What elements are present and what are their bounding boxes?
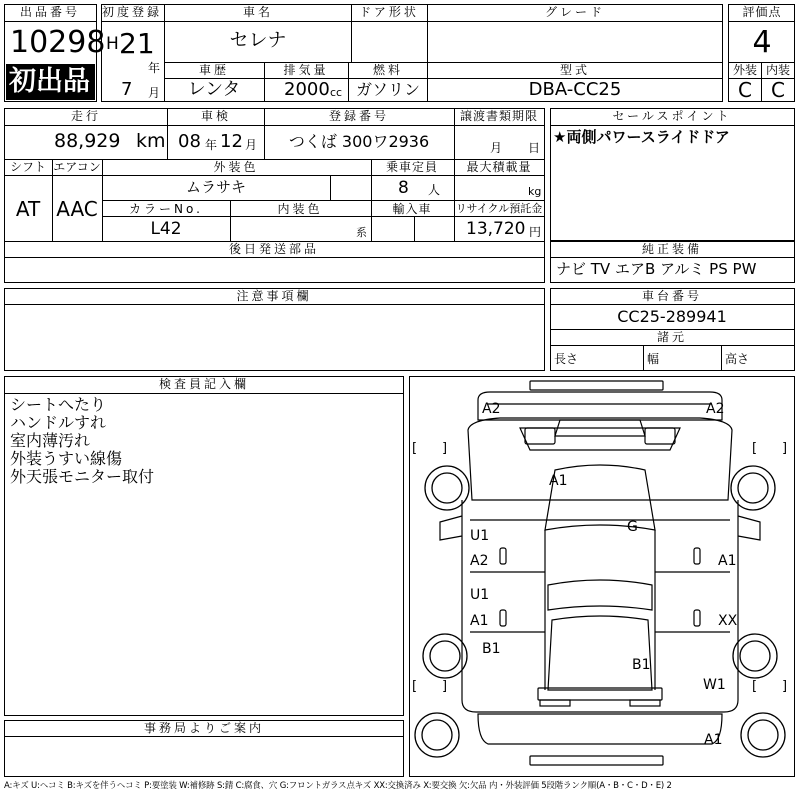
remark-line: 外装うすい線傷	[10, 449, 123, 468]
car-name-label: 車名	[242, 5, 274, 19]
max-load-label: 最大積載量	[466, 160, 532, 174]
divider	[4, 125, 545, 126]
divider	[427, 4, 428, 62]
dims-label: 諸元	[656, 330, 688, 344]
exterior-grade: C	[738, 78, 752, 102]
import-label: 輸入車	[392, 202, 432, 216]
damage-left-rear-door-1: U1	[470, 587, 490, 603]
divider	[4, 736, 404, 737]
fuel-label: 燃料	[372, 63, 404, 77]
wheels	[415, 466, 788, 757]
displacement-label: 排気量	[283, 63, 329, 77]
era: H	[106, 34, 119, 54]
model: DBA-CC25	[528, 79, 622, 100]
inspector-label: 検査員記入欄	[158, 377, 250, 391]
later-parts-label: 後日発送部品	[228, 242, 320, 256]
equipment-label: 純正装備	[641, 242, 703, 256]
first-listing-label: 初出品	[9, 66, 90, 97]
damage-right-rear-door: XX	[718, 613, 738, 629]
remark-line: シートへたり	[10, 395, 107, 414]
divider	[721, 345, 722, 371]
selling-points-text: ★両側パワースライドドア	[553, 128, 730, 146]
ext-color: ムラサキ	[185, 178, 247, 196]
divider	[427, 62, 428, 102]
divider	[230, 200, 231, 241]
car-outline	[440, 381, 760, 765]
divider	[4, 21, 97, 22]
score: 4	[752, 25, 772, 60]
transfer-label: 譲渡書類期限	[459, 109, 539, 123]
int-color-label: 内装色	[277, 202, 323, 216]
ext-color-label: 外装色	[213, 160, 259, 174]
remark-line: 室内薄汚れ	[10, 431, 91, 450]
remark-line: 外天張モニター取付	[10, 467, 155, 486]
damage-front-left: A2	[482, 401, 501, 417]
recycle-unit: 円	[529, 225, 542, 239]
divider	[643, 345, 644, 371]
capacity-label: 乗車定員	[385, 160, 439, 174]
capacity-unit: 人	[428, 183, 441, 197]
damage-right-front-door: A1	[718, 553, 737, 569]
displacement: 2000	[284, 79, 330, 100]
divider	[264, 108, 265, 159]
office-label: 事務局よりご案内	[143, 721, 265, 735]
fuel: ガソリン	[355, 80, 421, 99]
recycle: 13,720	[466, 219, 526, 239]
year: 21	[119, 27, 155, 60]
divider	[264, 62, 265, 102]
displacement-unit: cc	[330, 86, 343, 99]
score-label: 評価点	[742, 5, 782, 19]
interior-grade: C	[771, 78, 785, 102]
history: レンタ	[187, 79, 241, 100]
height-label: 高さ	[725, 352, 750, 366]
divider	[4, 257, 545, 258]
car-damage-diagram	[409, 376, 795, 777]
inspection-year-unit: 年	[205, 138, 218, 152]
divider	[164, 78, 723, 79]
damage-windshield: G	[627, 519, 638, 535]
door-label: ドア形状	[359, 5, 419, 19]
color-no-label: カラーNo.	[129, 202, 203, 216]
divider	[330, 175, 331, 200]
color-no: L42	[150, 219, 182, 239]
transfer-day-unit: 日	[528, 141, 541, 155]
divider	[761, 62, 762, 102]
divider	[454, 108, 455, 241]
mileage-label: 走行	[70, 109, 102, 123]
bracket: [	[412, 441, 418, 456]
bracket: ]	[442, 679, 448, 694]
capacity: 8	[398, 178, 409, 198]
divider	[550, 125, 795, 126]
damage-front-right: A2	[706, 401, 725, 417]
length-label: 長さ	[554, 352, 579, 366]
exterior-grade-label: 外装	[732, 63, 758, 77]
damage-left-quarter: B1	[482, 641, 501, 657]
divider	[550, 345, 795, 346]
damage-left-front-door-1: U1	[470, 528, 490, 544]
first-reg-label: 初度登録	[101, 5, 163, 19]
plate-label: 登録番号	[328, 109, 390, 123]
int-color-unit: 系	[356, 226, 367, 239]
bracket: ]	[782, 679, 788, 694]
aircon: AAC	[56, 197, 98, 221]
damage-hood: A1	[549, 473, 568, 489]
aircon-label: エアコン	[53, 160, 101, 174]
divider	[4, 304, 545, 305]
divider	[164, 62, 723, 63]
divider	[102, 159, 103, 241]
inspection-year: 08	[178, 131, 201, 152]
interior-grade-label: 内装	[765, 63, 791, 77]
damage-left-front-door-2: A2	[470, 553, 489, 569]
lot-label: 出品番号	[19, 5, 81, 19]
divider	[550, 257, 795, 258]
divider	[4, 393, 404, 394]
damage-roof-rear: B1	[632, 657, 651, 673]
divider	[371, 159, 372, 241]
legend: A:キズ U:ヘコミ B:キズを伴うヘコミ P:要塗装 W:補修跡 S:錆 C:腐食、穴 G:フロントガラス点キズ XX:交換済み X:要交換 欠:欠品 内・外装評価 5段階ランク順(A・B・C・D・E) 2	[4, 781, 672, 791]
year-unit: 年	[148, 61, 161, 75]
month-unit: 月	[148, 86, 161, 100]
lot-number: 10298	[10, 25, 106, 60]
mileage: 88,929	[54, 130, 121, 152]
divider	[102, 216, 545, 217]
bracket: [	[752, 441, 758, 456]
history-label: 車歴	[198, 63, 230, 77]
divider	[550, 304, 795, 305]
divider	[351, 4, 352, 62]
divider	[101, 21, 723, 22]
divider	[348, 62, 349, 102]
divider	[414, 216, 415, 241]
plate: つくば 300ワ2936	[288, 132, 430, 151]
inspection-label: 車検	[200, 109, 232, 123]
selling-points-label: セールスポイント	[612, 109, 732, 123]
damage-rear-right: W1	[703, 677, 726, 693]
car-name: セレナ	[229, 29, 287, 51]
bracket: ]	[442, 441, 448, 456]
damage-rear-bumper: A1	[704, 732, 723, 748]
divider	[102, 200, 545, 201]
bracket: [	[752, 679, 758, 694]
chassis-number: CC25-289941	[617, 307, 727, 326]
mileage-unit: km	[136, 130, 166, 152]
divider	[167, 108, 168, 159]
month: 7	[121, 79, 133, 100]
bracket: ]	[782, 441, 788, 456]
grade-label: グレード	[544, 5, 606, 19]
notes-label: 注意事項欄	[236, 289, 312, 303]
max-load-unit: kg	[528, 185, 542, 198]
bracket: [	[412, 679, 418, 694]
inspector-remarks	[10, 396, 154, 486]
inspection-month-unit: 月	[245, 138, 258, 152]
chassis-label: 車台番号	[641, 289, 703, 303]
divider	[164, 4, 165, 102]
model-label: 型式	[559, 63, 591, 77]
equipment-text: ナビ TV エアB アルミ PS PW	[556, 260, 757, 278]
width-label: 幅	[647, 352, 660, 366]
remark-line: ハンドルすれ	[10, 413, 107, 432]
damage-left-rear-door-2: A1	[470, 613, 489, 629]
transfer-month-unit: 月	[490, 141, 503, 155]
shift-label: シフト	[9, 160, 47, 174]
recycle-label: リサイクル預託金	[455, 202, 543, 215]
shift: AT	[15, 197, 41, 221]
divider	[4, 175, 545, 176]
divider	[728, 21, 795, 22]
inspection-month: 12	[220, 131, 243, 152]
